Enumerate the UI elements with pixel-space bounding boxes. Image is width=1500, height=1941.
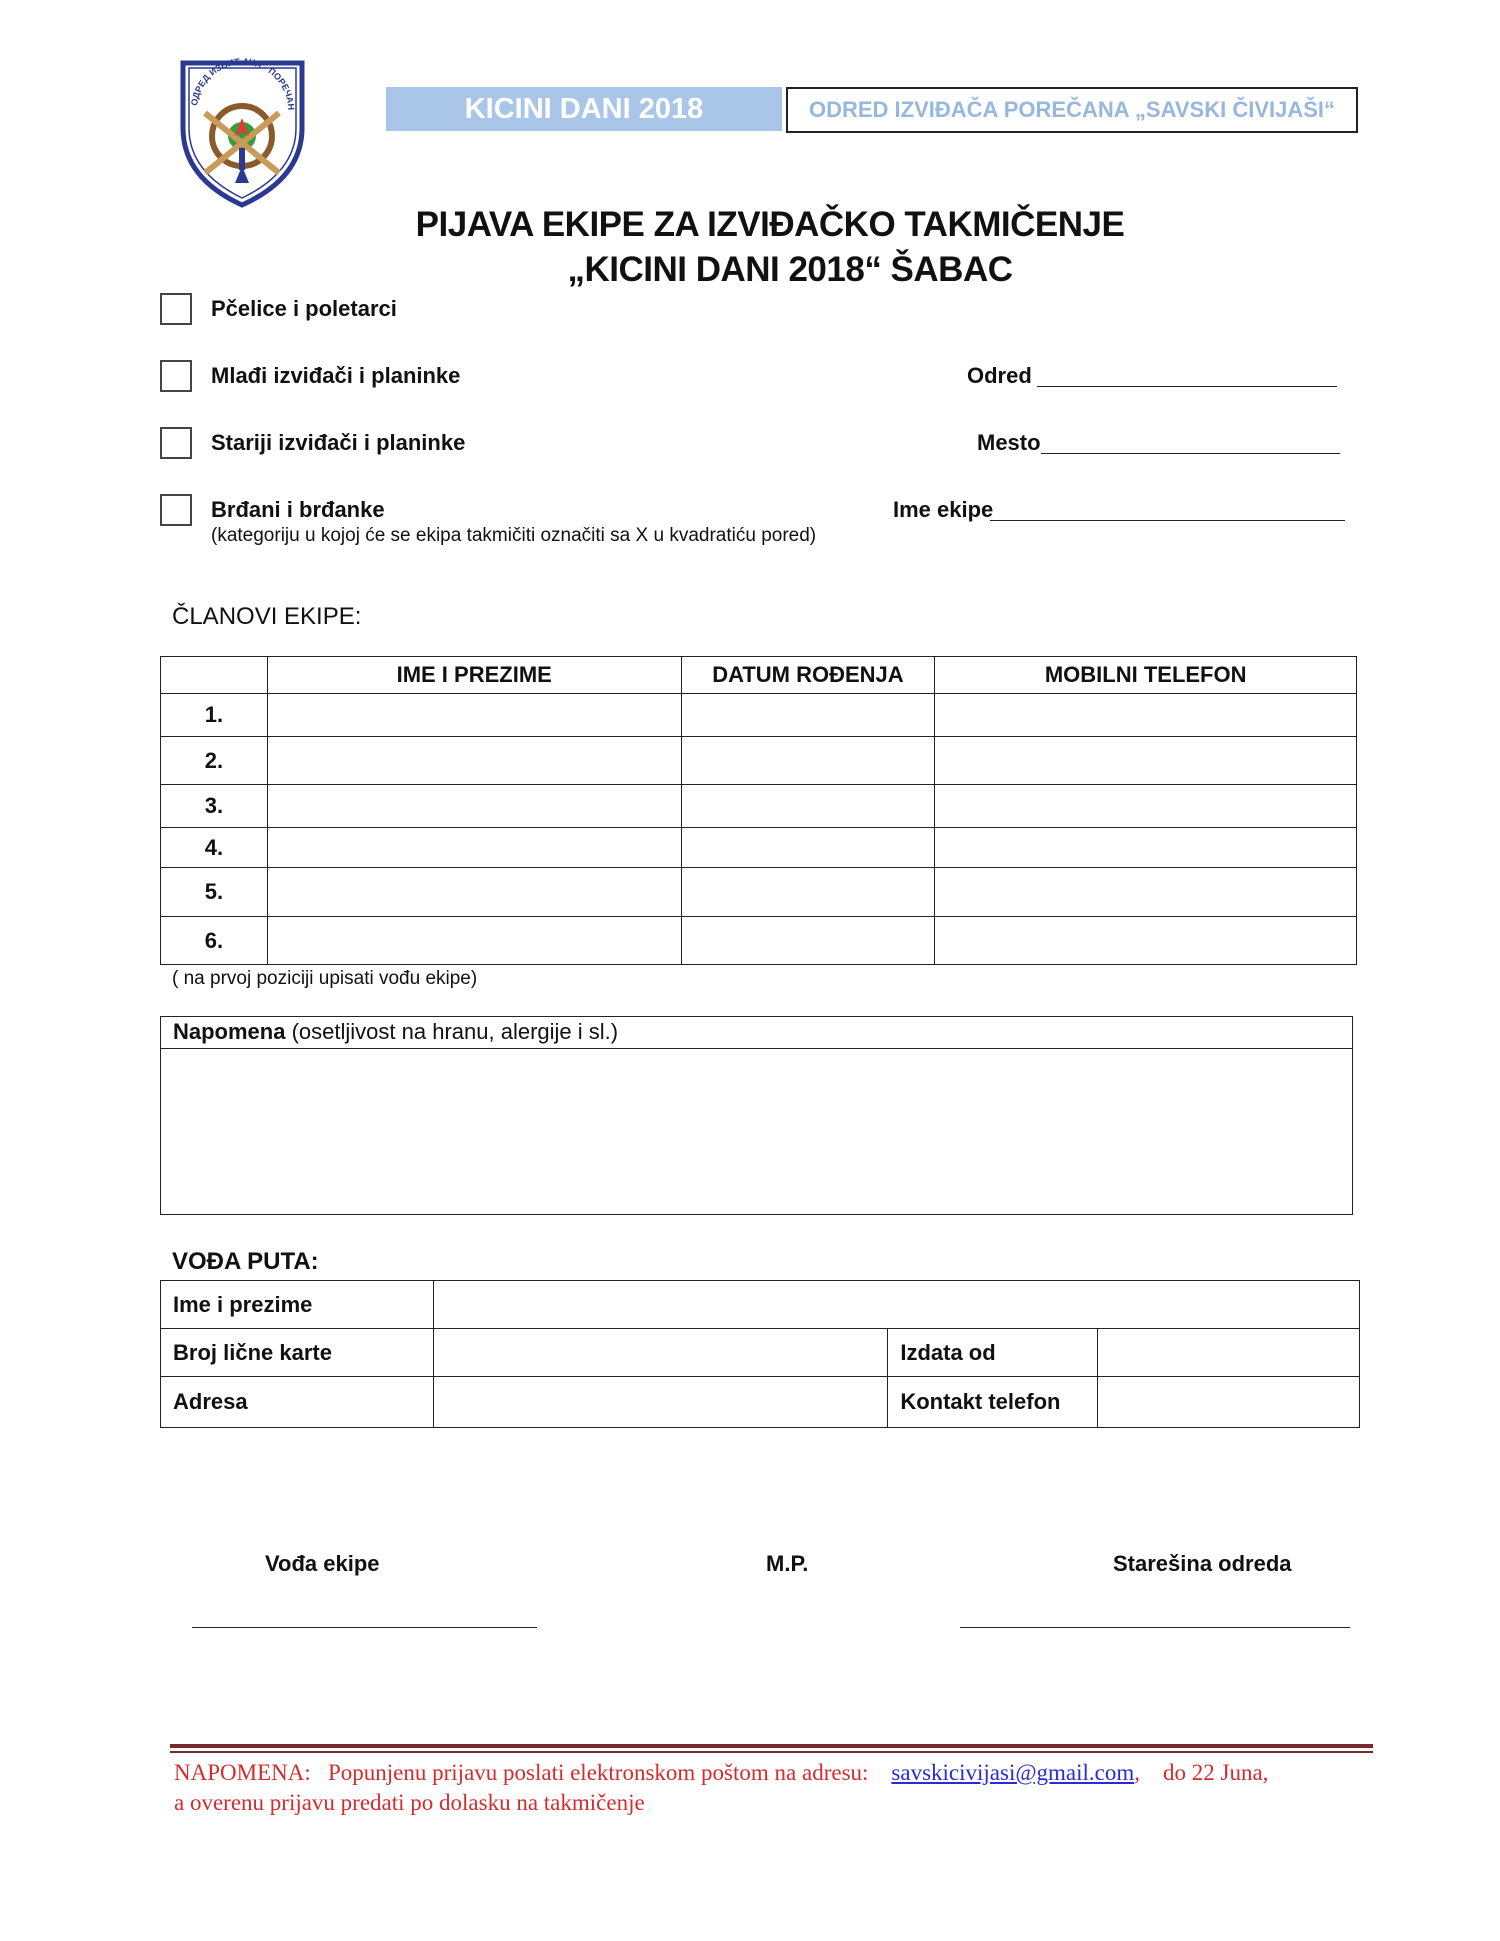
birthdate-cell[interactable] bbox=[681, 785, 935, 828]
table-row bbox=[161, 917, 1357, 965]
leader-address-cell[interactable] bbox=[433, 1377, 888, 1428]
footer-deadline: do 22 Juna, bbox=[1163, 1760, 1269, 1785]
header-phone: MOBILNI TELEFON bbox=[935, 657, 1357, 694]
footer-comma: , bbox=[1134, 1760, 1140, 1785]
table-row bbox=[161, 785, 1357, 828]
row-number: 4. bbox=[161, 828, 268, 868]
napomena-header bbox=[161, 1017, 1352, 1049]
name-cell[interactable] bbox=[267, 785, 681, 828]
signature-head-line[interactable] bbox=[960, 1627, 1350, 1628]
leader-id-label: Broj lične karte bbox=[161, 1329, 434, 1377]
category-hint: (kategoriju u kojoj će se ekipa takmičiti označiti sa X u kvadratiću pored) bbox=[211, 525, 817, 546]
header-blank bbox=[161, 657, 268, 694]
logo-arc-text: ОДРЕД ИЗВИЂАЧА - ПОРЕЧАН bbox=[189, 56, 297, 111]
footer-line-1 bbox=[174, 1760, 1268, 1786]
organization-banner: ODRED IZVIĐAČA POREČANA „SAVSKI ČIVIJAŠI“ bbox=[786, 87, 1358, 133]
leader-name-cell[interactable] bbox=[433, 1281, 1359, 1329]
footer-divider bbox=[170, 1744, 1373, 1748]
signature-leader-label: Vođa ekipe bbox=[265, 1551, 380, 1576]
napomena-header-text bbox=[173, 1019, 618, 1045]
row-number: 1. bbox=[161, 694, 268, 737]
birthdate-cell[interactable] bbox=[681, 917, 935, 965]
phone-cell[interactable] bbox=[935, 828, 1357, 868]
phone-cell[interactable] bbox=[935, 917, 1357, 965]
stamp-label: M.P. bbox=[766, 1551, 809, 1576]
footer-divider-thin bbox=[170, 1751, 1373, 1753]
birthdate-cell[interactable] bbox=[681, 828, 935, 868]
signature-head-label: Starešina odreda bbox=[1113, 1551, 1292, 1576]
form-title: PIJAVA EKIPE ZA IZVIĐAČKO TAKMIČENJE bbox=[415, 205, 1125, 244]
phone-cell[interactable] bbox=[935, 785, 1357, 828]
table-row bbox=[161, 868, 1357, 917]
signature-leader-line[interactable] bbox=[192, 1627, 537, 1628]
footer-email-link[interactable]: savskicivijasi@gmail.com bbox=[891, 1760, 1135, 1785]
birthdate-cell[interactable] bbox=[681, 737, 935, 785]
napomena-label: Napomena bbox=[173, 1019, 286, 1044]
footer-text-1: Popunjenu prijavu poslati elektronskom poštom na adresu: bbox=[327, 1760, 869, 1785]
leader-issued-label: Izdata od bbox=[888, 1329, 1098, 1377]
name-cell[interactable] bbox=[267, 828, 681, 868]
category-label-1: Pčelice i poletarci bbox=[211, 296, 397, 321]
category-checkbox-2[interactable] bbox=[160, 360, 192, 392]
leader-contact-label: Kontakt telefon bbox=[888, 1377, 1098, 1428]
scout-emblem-icon bbox=[175, 48, 310, 208]
leader-row-address bbox=[161, 1377, 1360, 1428]
napomena-hint: (osetljivost na hranu, alergije i sl.) bbox=[291, 1019, 619, 1044]
leader-row-name bbox=[161, 1281, 1360, 1329]
leader-issued-cell[interactable] bbox=[1098, 1329, 1360, 1377]
row-number: 2. bbox=[161, 737, 268, 785]
ime-ekipe-label: Ime ekipe bbox=[893, 497, 994, 522]
birthdate-cell[interactable] bbox=[681, 694, 935, 737]
birthdate-cell[interactable] bbox=[681, 868, 935, 917]
header-name: IME I PREZIME bbox=[267, 657, 681, 694]
name-cell[interactable] bbox=[267, 694, 681, 737]
category-checkbox-4[interactable] bbox=[160, 494, 192, 526]
category-checkbox-1[interactable] bbox=[160, 293, 192, 325]
mesto-line[interactable] bbox=[1041, 453, 1340, 454]
napomena-box[interactable] bbox=[160, 1016, 1353, 1215]
header-birthdate: DATUM ROĐENJA bbox=[681, 657, 935, 694]
phone-cell[interactable] bbox=[935, 868, 1357, 917]
category-label-4: Brđani i brđanke bbox=[211, 497, 385, 522]
leader-id-cell[interactable] bbox=[433, 1329, 888, 1377]
table-row bbox=[161, 694, 1357, 737]
category-label-3: Stariji izviđači i planinke bbox=[211, 430, 466, 455]
name-cell[interactable] bbox=[267, 868, 681, 917]
odred-line[interactable] bbox=[1037, 386, 1337, 387]
footer-prefix: NAPOMENA: bbox=[174, 1760, 311, 1785]
leader-contact-cell[interactable] bbox=[1098, 1377, 1360, 1428]
phone-cell[interactable] bbox=[935, 737, 1357, 785]
row-number: 5. bbox=[161, 868, 268, 917]
mesto-label: Mesto bbox=[977, 430, 1041, 455]
leader-row-id bbox=[161, 1329, 1360, 1377]
leader-title: VOĐA PUTA: bbox=[172, 1248, 319, 1275]
footer-line-2: a overenu prijavu predati po dolasku na takmičenje bbox=[174, 1790, 645, 1815]
category-label-2: Mlađi izviđači i planinke bbox=[211, 363, 461, 388]
table-row bbox=[161, 737, 1357, 785]
name-cell[interactable] bbox=[267, 737, 681, 785]
row-number: 6. bbox=[161, 917, 268, 965]
leader-name-label: Ime i prezime bbox=[161, 1281, 434, 1329]
ime-ekipe-line[interactable] bbox=[990, 520, 1345, 521]
members-header-row bbox=[161, 657, 1357, 694]
name-cell[interactable] bbox=[267, 917, 681, 965]
table-row bbox=[161, 828, 1357, 868]
leader-address-label: Adresa bbox=[161, 1377, 434, 1428]
scout-logo bbox=[175, 48, 310, 208]
members-table bbox=[160, 656, 1357, 965]
leader-table bbox=[160, 1280, 1360, 1428]
category-checkbox-3[interactable] bbox=[160, 427, 192, 459]
members-note: ( na prvoj poziciji upisati vođu ekipe) bbox=[172, 968, 478, 989]
row-number: 3. bbox=[161, 785, 268, 828]
event-banner: KICINI DANI 2018 bbox=[386, 87, 782, 131]
phone-cell[interactable] bbox=[935, 694, 1357, 737]
form-subtitle: „KICINI DANI 2018“ ŠABAC bbox=[567, 250, 1013, 289]
members-title: ČLANOVI EKIPE: bbox=[172, 603, 362, 630]
odred-label: Odred bbox=[967, 363, 1032, 388]
